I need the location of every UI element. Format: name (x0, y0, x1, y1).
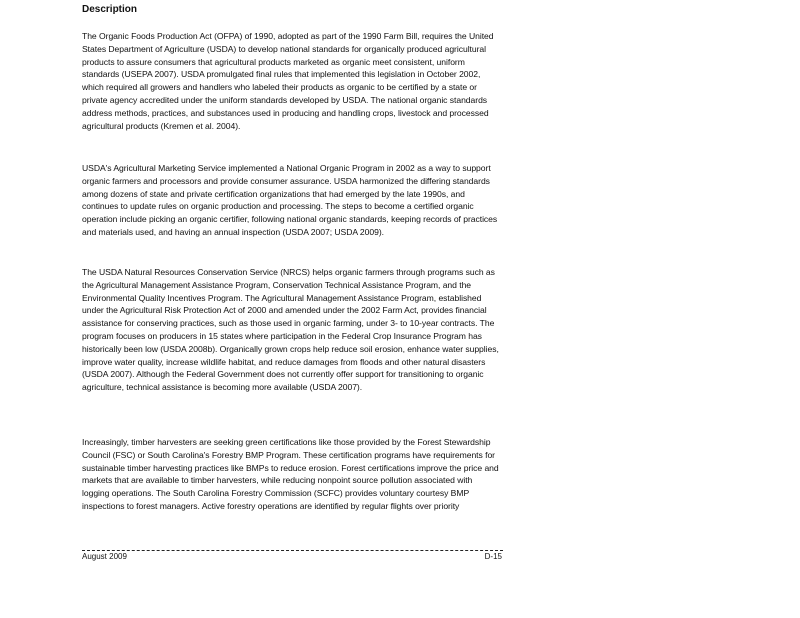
footer-page-number: D-15 (484, 552, 502, 561)
paragraph-ofpa: The Organic Foods Production Act (OFPA) of 1990, adopted as part of the 1990 Farm Bill, requires the United States Department of Agriculture (USDA) to develop national standards for organically produced agricultural products to assure consumers that agricultural products marketed as organic meet consistent, uniform standards (USEPA 2007). USDA promulgated final rules that implemented this legislation in October 2002, which required all growers and handlers who labeled their products as organic to be certified by a state or private agency accredited under the uniform standards developed by USDA. The national organic standards address methods, practices, and substances used in producing and handling crops, livestock and processed agricultural products (Kremen et al. 2004). (82, 31, 494, 131)
footer-divider (82, 550, 503, 551)
footer-date: August 2009 (82, 552, 127, 561)
section-heading: Description (82, 4, 138, 15)
paragraph-timber-certification: Increasingly, timber harvesters are seeking green certifications like those provided by the Forest Stewardship Council (FSC) or South Carolina's Forestry BMP Program. These certification programs have requirements for sustainable timber harvesting practices like BMPs to reduce erosion. Forest certifications improve the price and markets that are available to timber harvesters, while reducing nonpoint source pollution associated with logging operations. The South Carolina Forestry Commission (SCFC) provides voluntary courtesy BMP inspections to forest managers. Active forestry operations are identified by regular flights over priority (82, 437, 499, 511)
paragraph-national-organic-program: USDA's Agricultural Marketing Service implemented a National Organic Program in 2002 as a way to support organic farmers and processors and provide consumer assurance. USDA harmonized the differing standards among dozens of state and private certification organizations that had emerged by the late 1990s, and continues to update rules on organic production and processing. The steps to become a certified organic operation include picking an organic certifier, following national organic standards, keeping records of practices and materials used, and having an annual inspection (USDA 2007; USDA 2009). (82, 163, 498, 237)
paragraph-nrcs-programs: The USDA Natural Resources Conservation Service (NRCS) helps organic farmers through programs such as the Agricultural Management Assistance Program, Conservation Technical Assistance Program, and the Environmental Quality Incentives Program. The Agricultural Management Assistance Program, established under the Agricultural Risk Protection Act of 2000 and amended under the 2002 Farm Act, provides financial assistance for conserving practices, such as those used in organic farming, under 3- to 10-year contracts. The program focuses on producers in 15 states where participation in the Federal Crop Insurance Program has historically been low (USDA 2008b). Organically grown crops help reduce soil erosion, enhance water supplies, improve water quality, increase wildlife habitat, and reduce damages from floods and other natural disasters (USDA 2007). Although the Federal Government does not currently offer support for transitioning to organic agriculture, technical assistance is becoming more available (USDA 2007). (82, 267, 499, 393)
